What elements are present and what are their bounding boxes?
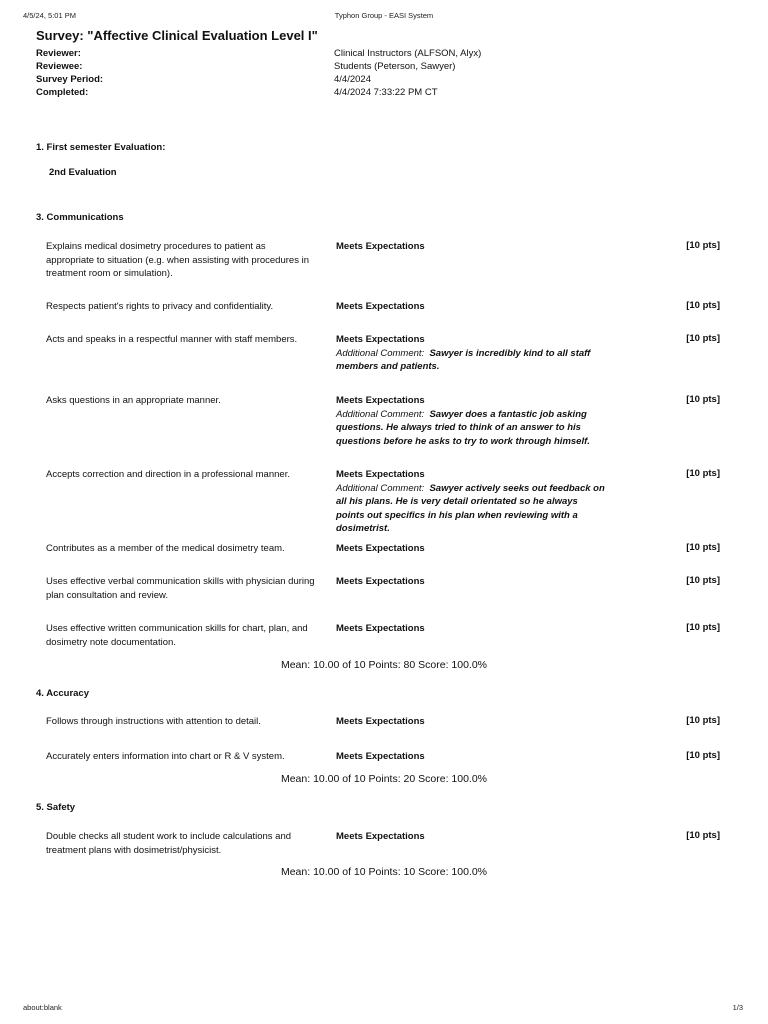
print-page-title: Typhon Group - EASI System — [334, 11, 434, 20]
additional-comment-label: Additional Comment: — [336, 408, 425, 420]
section-safety-title: 5. Safety — [36, 802, 76, 813]
answer-block — [336, 622, 606, 636]
section-first-semester-title: 1. First semester Evaluation: — [36, 142, 166, 153]
section-communications-title: 3. Communications — [36, 212, 124, 223]
points-value: [10 pts] — [686, 394, 720, 405]
additional-comment-label: Additional Comment: — [336, 347, 425, 359]
points-value: [10 pts] — [686, 575, 720, 586]
rating-value: Meets Expectations — [336, 831, 425, 842]
answer-block — [336, 750, 606, 764]
question-text: Follows through instructions with attention to detail. — [46, 716, 261, 727]
points-value: [10 pts] — [686, 333, 720, 344]
question-text: Respects patient's rights to privacy and confidentiality. — [46, 301, 274, 312]
reviewee-value: Students (Peterson, Sawyer) — [334, 61, 456, 72]
answer-block — [336, 830, 606, 844]
additional-comment-text: Sawyer actively seeks out feedback on all his plans. He is very detail orientated so he always points out specifics in his plan when reviewing with a dosimetrist. — [336, 482, 605, 534]
points-value: [10 pts] — [686, 542, 720, 553]
question-text: Accepts correction and direction in a professional manner. — [46, 469, 290, 480]
section-summary: Mean: 10.00 of 10 Points: 80 Score: 100.0% — [280, 659, 488, 671]
rating-value: Meets Expectations — [336, 334, 425, 345]
rating-value: Meets Expectations — [336, 301, 425, 312]
rating-value: Meets Expectations — [336, 623, 425, 634]
survey-title: Survey: "Affective Clinical Evaluation Level I" — [36, 28, 318, 43]
survey-period-label: Survey Period: — [36, 74, 104, 85]
section-accuracy-title: 4. Accuracy — [36, 688, 89, 699]
answer-block — [336, 542, 606, 556]
answer-block — [336, 394, 606, 448]
section-summary: Mean: 10.00 of 10 Points: 10 Score: 100.0% — [280, 866, 488, 878]
print-page-number: 1/3 — [732, 1003, 743, 1012]
question-text: Uses effective written communication skills for chart, plan, and dosimetry note documentation. — [46, 623, 308, 648]
question-text: Uses effective verbal communication skills with physician during plan consultation and review. — [46, 576, 315, 601]
question-text: Double checks all student work to include calculations and treatment plans with dosimetrist/physicist. — [46, 831, 292, 856]
points-value: [10 pts] — [686, 240, 720, 251]
points-value: [10 pts] — [686, 750, 720, 761]
answer-block — [336, 715, 606, 729]
points-value: [10 pts] — [686, 715, 720, 726]
reviewee-label: Reviewee: — [36, 61, 83, 72]
section-first-semester-answer: 2nd Evaluation — [49, 167, 117, 178]
reviewer-label: Reviewer: — [36, 48, 81, 59]
points-value: [10 pts] — [686, 468, 720, 479]
additional-comment-label: Additional Comment: — [336, 482, 425, 494]
answer-block — [336, 575, 606, 589]
completed-value: 4/4/2024 7:33:22 PM CT — [334, 87, 438, 98]
rating-value: Meets Expectations — [336, 576, 425, 587]
additional-comment-text: Sawyer does a fantastic job asking questions. He always tried to think of an answer to his questions before he asks to try to work through himself. — [336, 408, 590, 447]
rating-value: Meets Expectations — [336, 751, 425, 762]
rating-value: Meets Expectations — [336, 469, 425, 480]
question-text: Contributes as a member of the medical dosimetry team. — [46, 543, 285, 554]
question-text: Accurately enters information into chart or R & V system. — [46, 751, 285, 762]
reviewer-value: Clinical Instructors (ALFSON, Alyx) — [334, 48, 482, 59]
answer-block — [336, 333, 606, 374]
rating-value: Meets Expectations — [336, 241, 425, 252]
rating-value: Meets Expectations — [336, 716, 425, 727]
section-summary: Mean: 10.00 of 10 Points: 20 Score: 100.0% — [280, 773, 488, 785]
completed-label: Completed: — [36, 87, 89, 98]
answer-block — [336, 240, 606, 254]
print-datetime: 4/5/24, 5:01 PM — [23, 11, 76, 20]
additional-comment-text: Sawyer is incredibly kind to all staff members and patients. — [336, 347, 591, 372]
points-value: [10 pts] — [686, 830, 720, 841]
rating-value: Meets Expectations — [336, 543, 425, 554]
points-value: [10 pts] — [686, 300, 720, 311]
question-text: Acts and speaks in a respectful manner with staff members. — [46, 334, 298, 345]
survey-period-value: 4/4/2024 — [334, 74, 371, 85]
answer-block — [336, 468, 606, 536]
points-value: [10 pts] — [686, 622, 720, 633]
rating-value: Meets Expectations — [336, 395, 425, 406]
question-text: Explains medical dosimetry procedures to patient as appropriate to situation (e.g. when assisting with procedures in treatment room or simulation). — [46, 241, 309, 279]
print-url: about:blank — [23, 1003, 62, 1012]
answer-block — [336, 300, 606, 314]
question-text: Asks questions in an appropriate manner. — [46, 395, 221, 406]
